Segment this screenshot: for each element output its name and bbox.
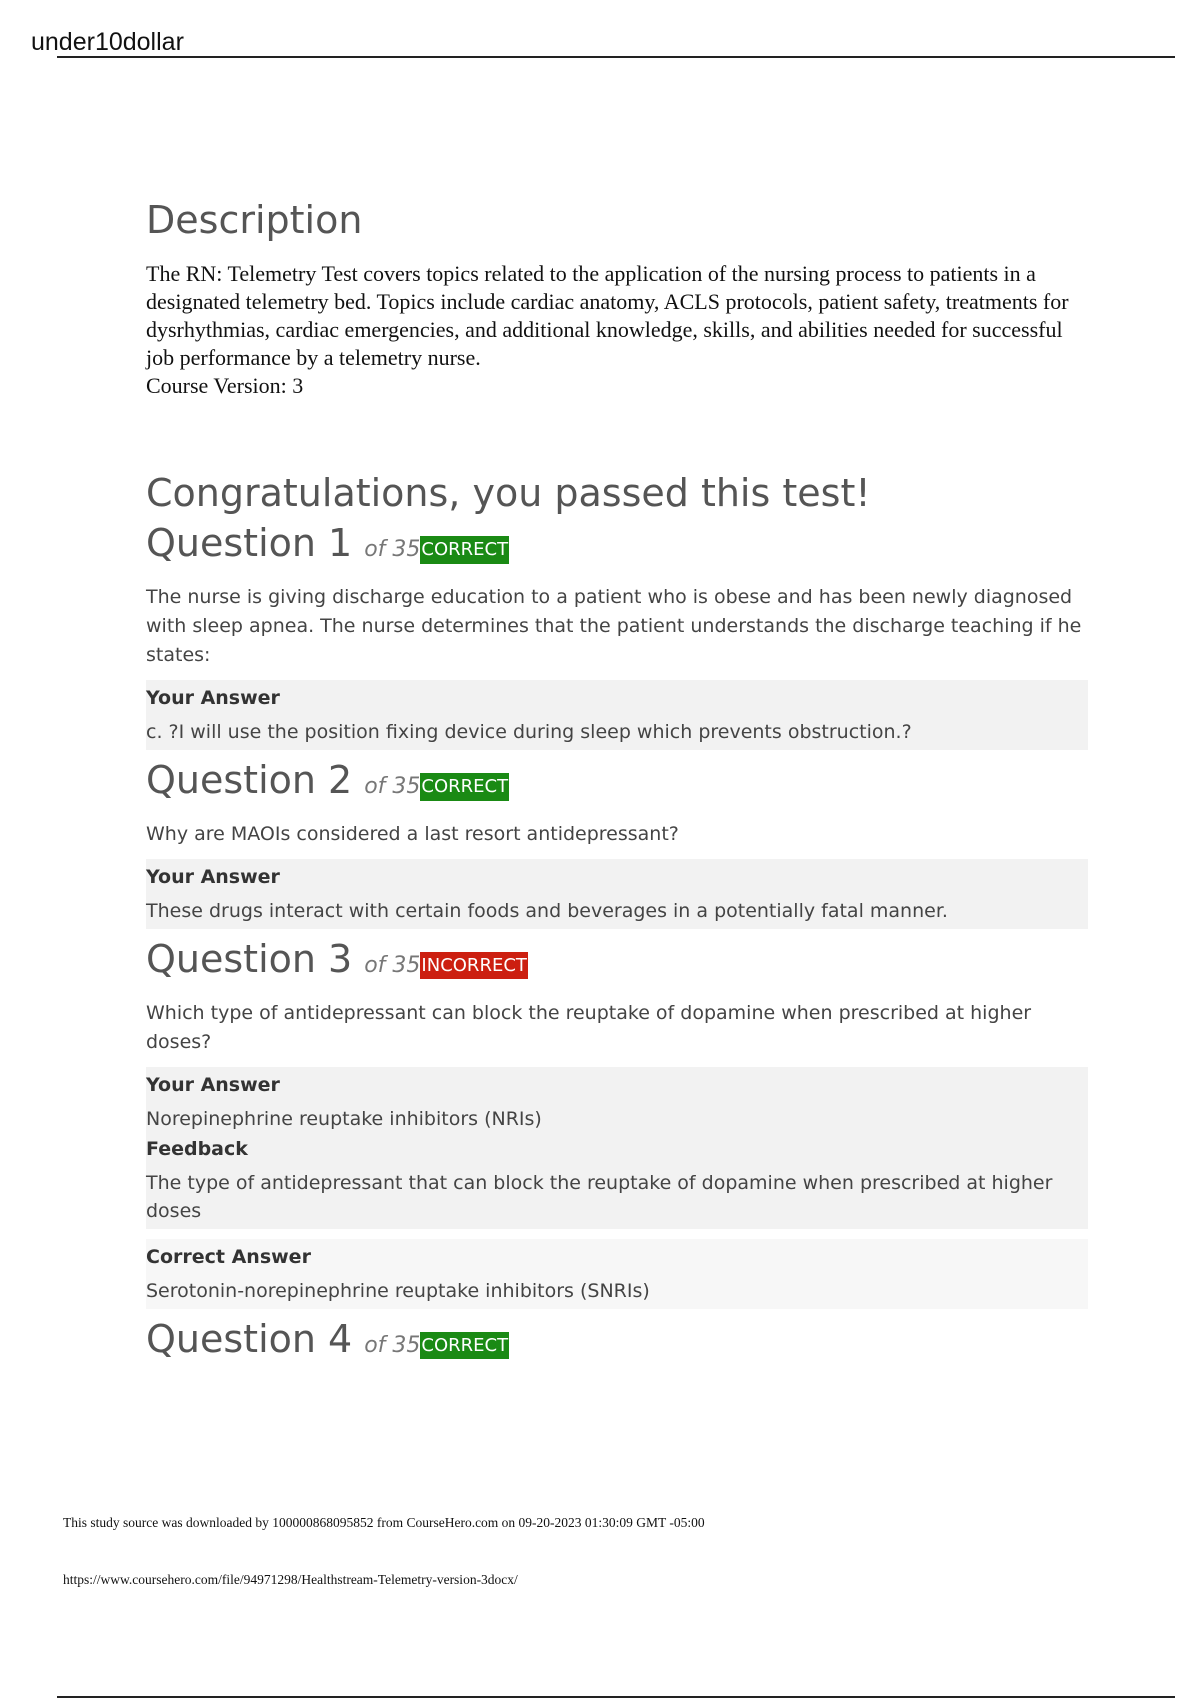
correct-answer-label: Correct Answer (146, 1245, 311, 1268)
question-count: of 35 (364, 953, 421, 979)
your-answer-label: Your Answer (146, 687, 280, 710)
your-answer-box (146, 680, 1088, 750)
question-4 (146, 1316, 1088, 1361)
header-rule (57, 56, 1175, 58)
feedback-text: The type of antidepressant that can block the reuptake of dopamine when prescribed at higher doses (146, 1171, 1053, 1222)
question-title (146, 1316, 1088, 1361)
question-title (146, 760, 1088, 802)
question-title (146, 939, 1088, 981)
question-label: Question 4 (146, 1316, 353, 1361)
status-badge: CORRECT (420, 773, 509, 800)
correct-answer-box (146, 1239, 1088, 1309)
your-answer-text: Norepinephrine reuptake inhibitors (NRIs) (146, 1107, 542, 1130)
question-text: Why are MAOIs considered a last resort antidepressant? (146, 823, 679, 846)
question-label: Question 2 (146, 758, 353, 803)
download-notice: This study source was downloaded by 100000868095852 from CourseHero.com on 09-20-2023 01:30:09 GMT -05:00 (63, 1515, 705, 1530)
description-text: The RN: Telemetry Test covers topics related to the application of the nursing process to patients in a designated telemetry bed. Topics include cardiac anatomy, ACLS protocols, patient safety, treatments for dysrhythmias, cardiac emergencies, and additional knowledge, skills, and abilities needed for successful job performance by a telemetry nurse. (146, 260, 1069, 370)
your-answer-box (146, 859, 1088, 929)
source-url: https://www.coursehero.com/file/94971298/Healthstream-Telemetry-version-3docx/ (63, 1572, 518, 1587)
status-badge: CORRECT (420, 1332, 509, 1359)
description-heading: Description (146, 198, 363, 242)
question-1 (146, 523, 1088, 750)
your-answer-label: Your Answer (146, 866, 280, 889)
your-answer-label: Your Answer (146, 1073, 280, 1096)
question-count: of 35 (364, 1332, 421, 1358)
question-title (146, 523, 1088, 565)
test-results (146, 200, 1088, 1361)
question-text: The nurse is giving discharge education to a patient who is obese and has been newly diagnosed with sleep apnea. The nurse determines that the patient understands the discharge teaching if he states: (146, 586, 1082, 667)
brand-watermark: under10dollar (31, 28, 184, 56)
pass-message: Congratulations, you passed this test! (146, 470, 871, 515)
question-count: of 35 (364, 537, 421, 563)
description-body (146, 260, 1088, 400)
question-text: Which type of antidepressant can block the reuptake of dopamine when prescribed at higher doses? (146, 1001, 1032, 1053)
feedback-label: Feedback (146, 1137, 248, 1160)
course-version: Course Version: 3 (146, 372, 304, 398)
status-badge: CORRECT (420, 536, 509, 563)
question-3 (146, 939, 1088, 1309)
your-answer-box (146, 1067, 1088, 1229)
question-label: Question 1 (146, 521, 353, 566)
question-label: Question 3 (146, 937, 353, 982)
footer-rule (57, 1696, 1175, 1698)
correct-answer-text: Serotonin-norepinephrine reuptake inhibitors (SNRIs) (146, 1279, 650, 1302)
your-answer-text: c. ?I will use the position fixing device during sleep which prevents obstruction.? (146, 721, 912, 744)
status-badge: INCORRECT (420, 952, 527, 979)
your-answer-text: These drugs interact with certain foods and beverages in a potentially fatal manner. (146, 900, 948, 923)
question-count: of 35 (364, 774, 421, 800)
question-2 (146, 760, 1088, 929)
